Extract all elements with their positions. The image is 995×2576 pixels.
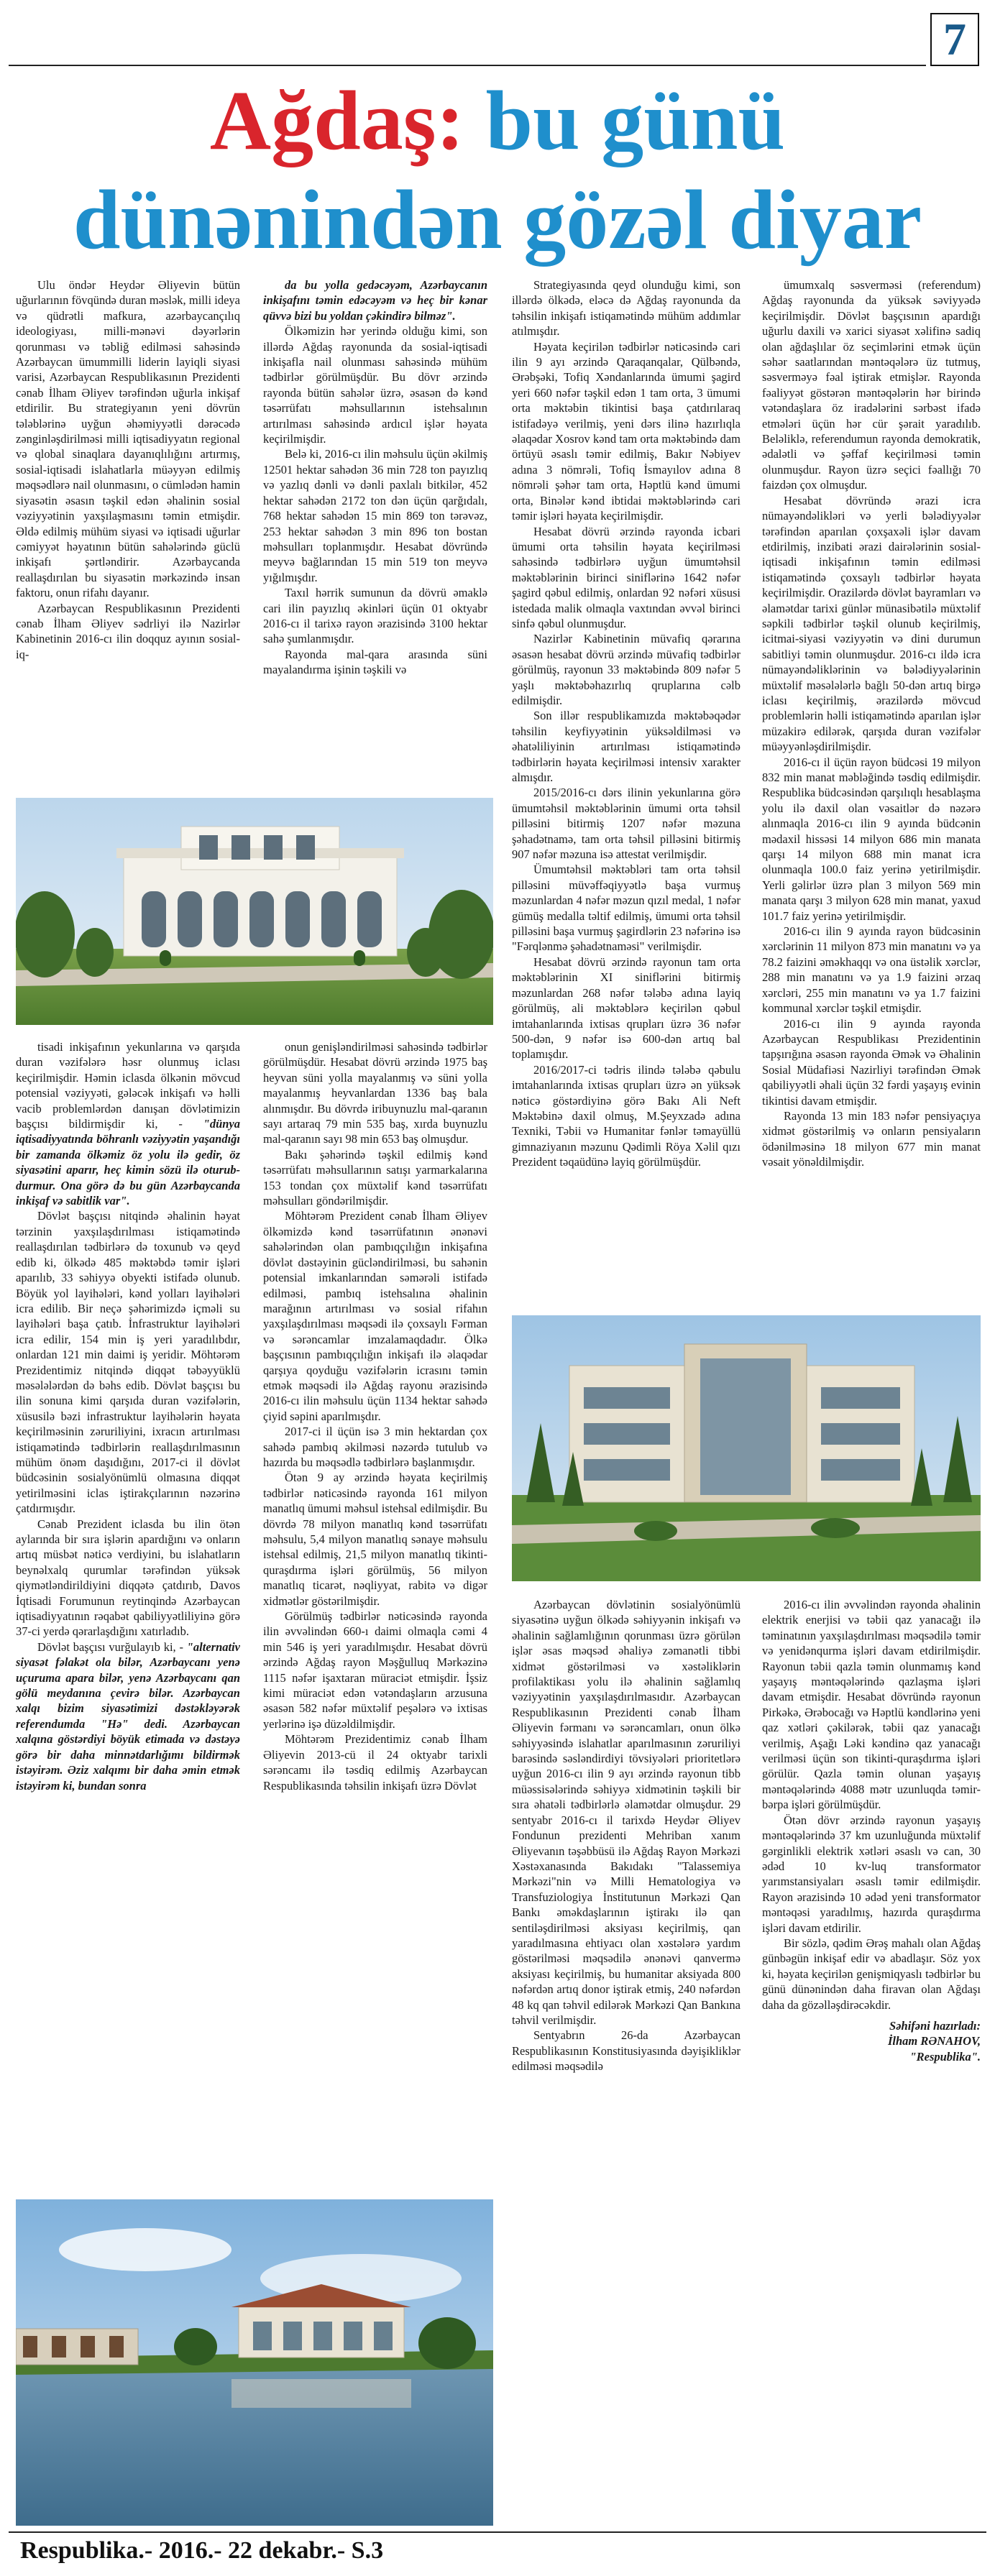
photo-lakeside-pavilion	[16, 2199, 493, 2526]
paragraph: Möhtərəm Prezident cənab İlham Əliyev ölkəmizdə kənd təsərrüfatının ənənəvi sahələrindən olan pambıqçılığın inkişafına dövlət dəstəyinin gücləndirilməsi, bu sahənin potensial imkanlarından səmərəli istifadə edilməsi, pambıq istehsalına əhalinin marağının artırılması və sosial rifahın yaxşılaşdırılması məqsədi ilə çoxsaylı Fərman və sərəncamlar imzalamaqdadır. Ölkə başçısının pambıqçılığın inkişafı ilə əlaqədar qarşıya qoyduğu vəzifələrin icrasını təmin etmək məqsədi ilə Ağdaş rayonu ərazisində 2016-cı ilin məhsulu üçün 1134 hektar sahədə çiyid səpini aparılmışdır.	[263, 1209, 487, 1423]
paragraph	[16, 1039, 240, 1208]
paragraph: Ötən dövr ərzində rayonun yaşayış məntəqələrində 37 km uzunluğunda müxtəlif gərginlikli elektrik xətləri əsaslı və can, 30 ədəd 10 kv-luq transformator yarımstansiyaları əsaslı təmir edilmişdir. Rayon ərazisində 10 ədəd yeni transformator məntəqəsi yaradılmış, hazırda quraşdırma işləri davam etdirilir.	[762, 1813, 981, 1935]
paragraph-text: Dövlət başçısı vurğulayıb ki, -	[37, 1639, 187, 1654]
paragraph: Cənab Prezident iclasda bu ilin ötən aylarında bir sıra işlərin apardığını və onların artıq müsbət nəticə verdiyini, bu islahatların beynəlxalq qurumlar tərəfindən yüksək qiymətləndirildiyini diqqətə çatdırıb, Davos İqtisadi Forumunun reytinqində Azərbaycan iqtisadiyyatının rəqabət qabiliyyətliliyinə görə 37-ci yerdə qərarlaşdığını xatırladıb.	[16, 1517, 240, 1639]
photo-administrative-building	[16, 798, 493, 1025]
headline-line-2: dünənindən gözəl diyar	[73, 172, 922, 267]
publication-name: "Respublika".	[909, 2049, 981, 2064]
headline-line-1	[0, 70, 995, 171]
signature-label: Səhifəni hazırladı:	[889, 2018, 981, 2033]
paragraph: Rayonda mal-qara arasında süni mayalandırma işinin təşkili və	[263, 647, 487, 677]
article-col-4-top	[762, 277, 981, 1320]
paragraph: 2016-cı ilin 9 ayında rayon büdcəsinin xərclərinin 11 milyon 873 min manatını və ya 78.2 faizini əməkhaqqı və ona üstəlik xərclər, 288 min manatını və ya 1.9 faizini ərzaq xərcləri, 255 min manatını və ya 1.7 faizini kommunal xərclər təşkil etmişdir.	[762, 924, 981, 1016]
quote-text: "alternativ siyasət fəlakət ola bilər, Azərbaycanı yenə uçuruma apara bilər, yenə Azərbaycanı qan gölü meydanına çevirə bilər. Azərbaycan xalqı bizim siyasətimizi dəstəkləyərək referendumda "Hə" dedi. Azərbaycan xalqına göstərdiyi böyük etimada və dəstəyə görə bir daha minnətdarlığımı bildirmək istəyirəm. Əziz xalqımı bir daha əmin etmək istəyirəm ki, bundan sonra	[16, 1639, 240, 1793]
article-col-4-bottom	[762, 1597, 981, 2186]
paragraph: Ölkəmizin hər yerində olduğu kimi, son illərdə Ağdaş rayonunda da sosial-iqtisadi inkişafla nail olunması sahəsində mühüm tədbirlər görülmüşdür. Bu dövr ərzində rayonda bütün sahələr üzrə, əsasən də kənd təsərrüfatı məhsullarının istehsalının artırılması sahəsində ardıcıl işlər həyata keçirilmişdir.	[263, 324, 487, 446]
paragraph: 2017-ci il üçün isə 3 min hektardan çox sahədə pambıq əkilməsi nəzərdə tutulub və hazırda bu məqsədlə tədbirlərə başlanmışdır.	[263, 1425, 487, 1469]
paragraph: Taxıl hərrik sumunun da dövrü əmaklə cari ilin payızlıq əkinləri üçün 01 oktyabr 2016-cı il tarixə rayon ərazisində 3100 hektar sahə şumlanmışdır.	[263, 586, 487, 646]
paragraph: Ötən 9 ay ərzində həyata keçirilmiş tədbirlər nəticəsində rayonda 161 milyon manatlıq ümumi məhsul istehsal edilmişdir. Bu dövrdə 78 milyon manatlıq kənd təsərrüfatı məhsulu, 5,4 milyon manatlıq sənaye məhsulu istehsal edilmiş, 21,5 milyon manatlıq tikinti-quraşdırma işləri görülmüş, 56 milyon manatlıq ticarət, nəqliyyat, rabitə və digər xidmətlər göstərilmişdir.	[263, 1471, 487, 1608]
paragraph: Rayonda 13 min 183 nəfər pensiyaçıya xidmət göstərilmiş və onların pensiyaların ödənilməsinə 18 milyon 677 min manat vəsait yönəldilmişdir.	[762, 1108, 981, 1169]
paragraph: Dövlət başçısı nitqində əhalinin həyat tərzinin yaxşılaşdırılması istiqamətində reallaşdırılan tədbirlərə də toxunub və qeyd edib ki, ölkədə 485 məktəbdə təmir işləri aparılıb, 33 səhiyyə obyekti istifadə olunub. Böyük yol layihələri, kənd yolları layihələri icra edilib. Bir neçə şəhərimizdə içməli su layihələri başa çatıb. İnfrastruktur layihələri icra edilir, 154 min iş yeri yaradılıbdır, onlardan 121 min daimi iş yeridir. Möhtərəm Prezidentimiz nitqində diqqət təbəyyüklü məsələlərdən də bəhs edib. Dövlət başçısı bu ilin sonuna kimi qarşıda duran vəzifələrin, xüsusilə bəzi infrastruktur layihələrin həyata keçirilməsinin zəruriliyini, ixracın artırılması istiqamətində tədbirlərin reallaşdırılmasının mühüm önəm daşıdığını, 2017-ci il dövlət büdcəsinin sosialyönümlü olmasına diqqət yetirilməsini iclas iştirakçılarının nəzərinə çatdırmışdır.	[16, 1209, 240, 1516]
quote-text: "dünya iqtisadiyyatında böhranlı vəziyyətin yaşandığı bir zamanda ölkəmiz öz yolu ilə gedir, öz siyasətini aparır, heç kimin sözü ilə oturub-durmur. Ona görə də bu gün Azərbaycanda inkişaf və sabitlik var".	[16, 1117, 240, 1208]
building-photo-1	[16, 798, 493, 1025]
paragraph: Ulu öndər Heydər Əliyevin bütün uğurlarının fövqündə duran məslək, milli ideya və qüdrətli mafkura, azərbaycançılıq ideologiyası, milli-mənəvi dəyərlərin qorunması və təbliğ edilməsi sahəsində Azərbaycan ümummilli liderin layiqli siyasi varisi, Azərbaycan Respublikasının Prezidenti cənab İlham Əliyev tərəfindən uğurla inkişaf etdirilir. Bu strategiyanın yeni dövrün tələblərinə uyğun əhəmiyyətli dərəcədə zənginləşdirilməsi milli iqtisadiyyatın regional və qlobal sinaqlara dayanıqlılığını artırmış, sosial-iqtisadi islahatlarla müəyyən edilmiş məqsədlərə nail olunmasını, o cümlədən hamin siyasətin əsasın təşkil edən əhalinin sosial vəziyyətinin yaxşılaşmasını təmin etmişdir. Əldə edilmiş mühüm siyasi və iqtisadi uğurlar cəmiyyət həyatının bütün sahələrində güclü inkişafı şərtləndirir. Azərbaycanda reallaşdırılan bu siyasətin mərkəzində insan faktoru, onun rifahı dayanır.	[16, 278, 240, 600]
paragraph: Həyata keçirilən tədbirlər nəticəsində cari ilin 9 ayı ərzində Qaraqanqalar, Qülbəndə, Ərəbşəki, Tofiq Xəndanlarında ümumi şagird yeri 660 nəfər təşkil edən 1 tam orta, 3 ümumi orta məktəbin tikintisi başa çatdırılaraq istifadəyə verilmiş, yeni dərs ilinə hazırlıqla əlaqədar Xosrov kənd tam orta məktəbində dam örtüyü əsaslı təmir edilmiş, Bakır Nəbiyev adına 3 nömrəli, Tofiq İsmayılov adına 8 nömrəli şəhər tam orta, Həptlü kənd ümumi orta, Binələr kənd ibtidai məktəblərində cari təmir işləri həyata keçirilmişdir.	[512, 339, 740, 523]
paragraph: Hesabat dövründə ərazi icra nümayəndəlikləri və yerli bələdiyyələr tərəfindən aparılan çoxşaxəli işlər davam etdirilmiş, inzibati ərazi dairələrinin sosial-iqtisadi inkişafının təmin edilməsi istiqamətində çoxsaylı tədbirlər həyata keçirilmişdir. Orazilərdə dövlət bayramları və əlamətdar tarixi günlər münasibətilə müxtəlif səpkili tədbirlər təşkil olunub keçirilmiş, icitmai-siyasi vəziyyətin və dini durumun sabitliyi təmin olunmuşdur. 2016-cı ildə icra nümayəndəliklərinin və bələdiyyələrinin müxtəlif məsələlərlə bağlı 50-dən artıq birgə iclası keçirilmiş, ərazilərdə mövcud problemlərin həlli istiqamətində aparılan işlər müzakirə edilərək, qarşıda duran vəzifələr müəyyənləşdirilmişdir.	[762, 493, 981, 754]
paragraph	[16, 1639, 240, 1793]
lake-photo	[16, 2199, 493, 2526]
paragraph: Görülmüş tədbirlər nəticəsində rayonda ilin əvvəlindən 660-ı daimi olmaqla cəmi 4 min 546 iş yeri yaradılmışdır. Hesabat dövrü ərzində Ağdaş rayon Məşğulluq Mərkəzinə 1115 nəfər işaxtaran müraciət etmişdir. İşsiz kimi müraciət edən vətəndaşların arzusuna əsasən 582 nəfər müxtəlif peşələrə və ixtisas yerlərinə işə düzəldilmişdir.	[263, 1609, 487, 1731]
paragraph: 2016/2017-ci tədris ilində tələbə qəbulu imtahanlarında ixtisas qrupları üzrə ən yüksək nəticə göstərdiyinə görə Bakı Ali Neft Məktəbinə daxil olmuş, M.Şeyxzadə adına Texniki, Təbii və Humanitar fənlər təmayüllü gimnaziyanın məzunu Qədimli Röya Xəlil qızı Prezident təqaüdünə layiq görülmüşdür.	[512, 1062, 740, 1169]
paragraph: Belə ki, 2016-cı ilin məhsulu üçün əkilmiş 12501 hektar sahədən 36 min 728 ton payızlıq və yazlıq dənli və dənli paxlalı bitkilər, 452 hektar sahədən 2172 ton dən üçün qarğıdalı, 768 hektar sahədən 15 min 869 ton tərəvəz, 253 hektar sahədən 3 min 896 ton bostan məhsulları toplanmışdır. Hesabat dövründə meyvə bağlarından 15 min 519 ton meyvə yığılmışdır.	[263, 447, 487, 584]
paragraph: 2015/2016-cı dərs ilinin yekunlarına görə ümumtəhsil məktəblərinin ümumi orta təhsil pilləsini bitirmiş 1207 nəfər məzuna şəhadətnamə, tam orta təhsil pilləsini bitirmiş 907 nəfər məzuna isə attestat verilmişdir.	[512, 786, 740, 862]
paragraph: Möhtərəm Prezidentimiz cənab İlham Əliyevin 2013-cü il 24 oktyabr tarixli sərəncamı ilə təsdiq edilmiş Azərbaycan Respublikasında təhsilin inkişafı üzrə Dövlət	[263, 1732, 487, 1793]
paragraph: ümumxalq səsverməsi (referendum) Ağdaş rayonunda da yüksək səviyyədə keçirilmişdir. Dövlət başçısının apardığı uğurlu daxili və xarici siyasət xəlifinə sadiq olan ağdaşlılar öz seçimlərini etmək üçün səhər saatlarından məntəqələrə üz tutmuş, səsverməyə fəal iştirak etmişlər. Rayonda fəaliyyət göstərən məntəqələrin hər birində vətəndaşlara öz iradələrini sərbəst ifadə etmələri üçün hər cür şərait yaradılıb. Beləliklə, referendumun rayonda demokratik, ədalətli və şəffaf keçirilməsi təmin olunmuşdur. Rayon üzrə seçici fəallığı 70 faizdən çox olmuşdur.	[762, 278, 981, 492]
top-rule	[9, 65, 926, 66]
paragraph: Hesabat dövrü ərzində rayonun tam orta məktəblərinin XI siniflərini bitirmiş məzunlardan 268 nəfər tələbə adına layiq görülmüş, ali məktəblərə keçirilən qəbul imtahanlarında ixtisas qrupları üzrə 36 nəfər 500-dən, 9 nəfər isə 600-dən artıq bal toplamışdır.	[512, 954, 740, 1062]
headline-place-name: Ağdaş:	[209, 73, 464, 167]
paragraph: onun genişləndirilməsi sahəsində tədbirlər görülmüşdür. Hesabat dövrü ərzində 1975 baş heyvan süni yolla mayalanmış və süni yolla mayalanmış heyvanlardan 1336 baş bala alınmışdır. Bu dövrdə iribuynuzlu mal-qaranın sayı artaraq 79 min 535 baş, xırda buynuzlu mal-qaranın sayı 98 min 653 baş olmuşdur.	[263, 1040, 487, 1146]
paragraph: Ümumtəhsil məktəbləri tam orta təhsil pilləsini müvəffəqiyyətlə başa vurmuş məzunlardan 4 nəfər məzun qızıl medal, 1 nəfər gümüş medalla təltif edilmiş, ümumi orta təhsil pilləsini başa vurmuş şagirdlərin 23 nəfərinə isə "Fərqlənmə şəhadətnaməsi" verilmişdir.	[512, 862, 740, 954]
paragraph: 2016-cı ilin 9 ayında rayonda Azərbaycan Respublikası Prezidentinin tapşırığına əsasən rayonda Əmək və Əhalinin Sosial Müdafiəsi Nazirliyi tərəfindən Əmək qabiliyyətli əhali üçün 32 fərdi yaşayış evinin tikintisi davam etmişdir.	[762, 1016, 981, 1108]
bottom-rule	[9, 2531, 986, 2533]
paragraph: Bir sözlə, qədim Ərəş mahalı olan Ağdaş günbəgün inkişaf edir və abadlaşır. Söz yox ki, həyata keçirilən genişmiqyaslı tədbirlər bu günü dünənindən daha firavan olan Ağdaşı daha da gözəlləşdirəcəkdir.	[762, 1936, 981, 2012]
source-credit: Respublika.- 2016.- 22 dekabr.- S.3	[20, 2537, 384, 2564]
quote-paragraph: da bu yolla gedəcəyəm, Azərbaycanın inkişafını təmin edəcəyəm və heç bir kənar qüvvə bizi bu yoldan çəkindirə bilməz".	[263, 278, 487, 323]
paragraph: 2016-cı ilin əvvəlindən rayonda əhalinin elektrik enerjisi və təbii qaz yanacağı ilə təminatının yaxşılaşdırılması məqsədilə təmir və yenidənqurma işləri davam etdirilmişdir. Rayonun təbii qazla təmin olunmamış kənd yaşayış məntəqələrində qazlaşma işləri davam etmişdir. Hesabat dövründə rayonun Pirkəkə, Ərəbocağı və Həptlü kəndlərinə yeni qaz xətləri çəkilərək, təbii qaz yanacağı verilmiş, Aşağı Ləki kəndinə qaz yanacağı verilməsi üçün son tikinti-quraşdırma işləri görülür. Qazla təmin olunan yaşayış məntəqələrində 4088 mətr uzunluqda təmir-bərpa işləri görülmüşdür.	[762, 1598, 981, 1812]
paragraph: Azərbaycan dövlətinin sosialyönümlü siyasətinə uyğun ölkədə səhiyyənin inkişafı və əhalinin sağlamlığının qorunması üzrə görülən işlər əsas məqsəd əhaliyə zəmanətli tibbi xidmət göstərilməsi və xəstəliklərin profilaktikası yolu ilə əhalinin sağlamlıq vəziyyətinin yaxşılaşdırılmasıdır. Azərbaycan Respublikasının Prezidenti cənab İlham Əliyevin fərmanı və sərəncamları, onun ölkə səhiyyəsində islahatlar aparılmasının zəruriliyi barəsində səsləndirdiyi tövsiyələri prioritetlərə uyğun 2016-cı ilin 9 ayı ərzində rayonun tibb müəssisələrində səhiyyə xidmətinin təşkili bir sıra əhatəli tədbirlərlə əlamətdar olmuşdur. 29 sentyabr 2016-cı il tarixdə Heydər Əliyev Fondunun prezidenti Mehriban xanım Əliyevanın təşəbbüsü ilə Ağdaş Rayon Mərkəzi Xəstəxanasında Bakıdakı "Talassemiya Mərkəzi"nin və Milli Hematologiya və Transfuziologiya İnstitutunun Mərkəzi Qan Bankı əməkdaşlarının iştirakı ilə qan sentiləşdirilməsi aksiyası keçirilmiş, qan yaradılmasına ehtiyacı olan xəstələrə yardım göstərilməsi məqsədilə ənənəvi qanvermə aksiyası keçirilmiş, bu humanitar aksiyada 800 nəfərdən artıq donor iştirak etmiş, 240 nəfərdən 48 kq qan təhvil edilərək Mərkəzi Qan Bankına təhvil verilmişdir.	[512, 1598, 740, 2027]
article-col-1-bottom	[16, 1039, 240, 2182]
page-number: 7	[930, 13, 979, 66]
paragraph: Nazirlər Kabinetinin müvafiq qərarına əsasən hesabat dövrü ərzində müvafiq tədbirlər görülmüş, rayonun 33 məktəbində 809 nəfər 5 yaşlı məktəbəhazırlıq qruplarına cəlb edilmişdir.	[512, 632, 740, 707]
paragraph: Strategiyasında qeyd olunduğu kimi, son illərdə ölkədə, eləcə də Ağdaş rayonunda da təhsilin inkişafı istiqamətində mühüm addımlar atılmışdır.	[512, 278, 740, 339]
article-col-3-bottom	[512, 1597, 740, 2182]
paragraph: Son illər respublikamızda məktəbəqədər təhsilin keyfiyyətinin yüksəldilməsi və əhatəliliyinin artırılması istiqamətində tədbirlərin həyata keçirilməsi intensiv xarakter almışdır.	[512, 709, 740, 784]
headline-part-2: bu günü	[464, 73, 786, 167]
article-col-3-top	[512, 277, 740, 1312]
author-name: İlham RƏNAHOV,	[888, 2034, 981, 2048]
paragraph: Hesabat dövrü ərzində rayonda icbari ümumi orta təhsilin həyata keçirilməsi sahəsində tədbirlərə uyğun ümumtəhsil məktəblərinin birinci siniflərinə 1642 nəfər şagird qəbul edilmiş, onlardan 92 nəfəri xüsusi istedada malik olmaqla vaxtından əvvəl birinci sinfə qəbul olunmuşdur.	[512, 524, 740, 630]
paragraph: Bakı şəhərində təşkil edilmiş kənd təsərrüfatı məhsullarının satışı yarmarkalarına 153 tondan çox müxtəlif kənd təsərrüfatı məhsulları göndərilmişdir.	[263, 1147, 487, 1208]
article-col-2-bottom	[263, 1039, 487, 2182]
building-photo-2	[512, 1315, 981, 1581]
paragraph: Azərbaycan Respublikasının Prezidenti cənab İlham Əliyev sədrliyi ilə Nazirlər Kabinetinin 2016-cı ilin doqquz ayının sosial-iq-	[16, 601, 240, 661]
paragraph-text: tisadi inkişafının yekunlarına və qarşıda duran vəzifələrə həsr olunmuş iclası keçirilmişdir. Həmin iclasda ölkənin mövcud potensial vəziyyəti, gələcək inkişafı və həlli vacib problemlərdən danışan dövlətimizin başçısı bildirmişdir ki, -	[16, 1040, 240, 1131]
photo-institutional-building	[512, 1315, 981, 1581]
paragraph: Sentyabrın 26-da Azərbaycan Respublikasının Konstitusiyasında dəyişikliklər edilməsi məqsədilə	[512, 2028, 740, 2074]
paragraph: 2016-cı il üçün rayon büdcəsi 19 milyon 832 min manat məbləğində təsdiq edilmişdir. Respublika büdcəsindən qarşılıqlı hesablaşma yolu ilə daxil olan vəsaitlər də nəzərə alınmaqla 2016-cı ilin 9 ayında büdcənin mədaxil hissəsi 14 milyon 686 min manata qarşı 14 milyon 688 min manat icra olunmaqla 100.0 faiz yerinə yetirilmişdir. Yerli gəlirlər üzrə plan 3 milyon 569 min manata qarşı 3 milyon 628 min manat, yaxud 101.7 faiz yerinə yetirilmişdir.	[762, 755, 981, 923]
